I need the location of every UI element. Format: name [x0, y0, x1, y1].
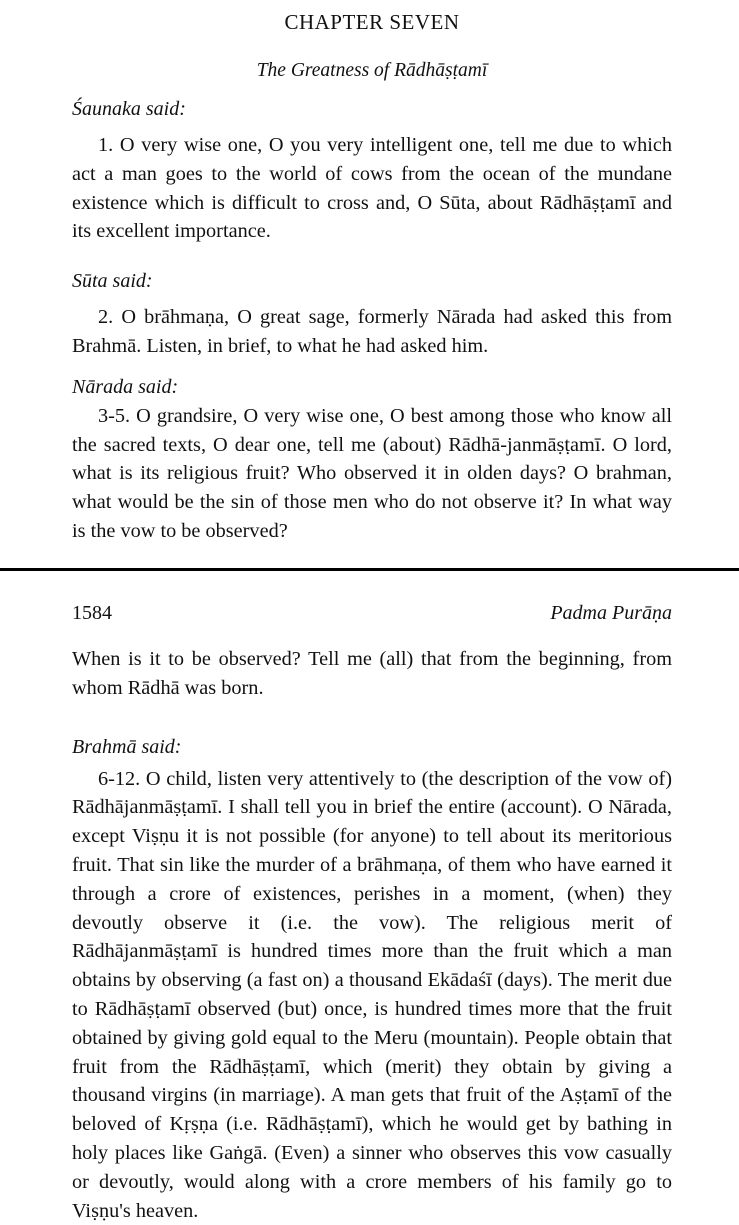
chapter-title: CHAPTER SEVEN: [284, 10, 460, 34]
speaker-saunaka: Śaunaka said:: [72, 98, 186, 120]
running-title: Padma Purāṇa: [550, 602, 672, 624]
page-number: 1584: [72, 602, 112, 624]
lower-book-page: [0, 573, 739, 1222]
continuation-paragraph: When is it to be observed? Tell me (all) that from the beginning, from whom Rādhā was born.: [72, 648, 672, 699]
upper-book-page: [0, 0, 739, 568]
verse-6-12: 6-12. O child, listen very attentively to (the description of the vow of) Rādhājanmāṣṭamī. I shall tell you in brief the entire (account). O Nārada, except Viṣṇu it is not possible (for anyone) to tell about its meritorious fruit. That sin like the murder of a brāhmaṇa, of them who have earned it through a crore of existences, perishes in a moment, (when) they devoutly observe it (i.e. the vow). The religious merit of Rādhājanmāṣṭamī is hundred times more than the fruit which a man obtains by observing (a fast on) a thousand Ekādaśī (days). The merit due to Rādhāṣṭamī observed (but) once, is hundred times more that the fruit obtained by giving gold equal to the Meru (mountain). People obtain that fruit from the Rādhāṣṭamī, which (merit) they obtain by giving a thousand virgins (in marriage). A man gets that fruit of the Aṣṭamī of the beloved of Kṛṣṇa (i.e. Rādhāṣṭamī), which he would get by bathing in holy places like Gaṅgā. (Even) a sinner who observes this vow casually or devoutly, would along with a crore members of his family go to Viṣṇu's heaven.: [72, 767, 672, 1222]
speaker-narada: Nārada said:: [72, 375, 179, 398]
speaker-brahma: Brahmā said:: [72, 735, 182, 758]
chapter-subtitle: The Greatness of Rādhāṣṭamī: [256, 60, 488, 81]
running-head: [72, 599, 672, 627]
verse-1: 1. O very wise one, O you very intelligent one, tell me due to which act a man goes to the world of cows from the ocean of the mundane existence which is difficult to cross and, O Sūta, about Rādhāṣṭamī and its excellent importance.: [72, 134, 672, 243]
page-divider: [0, 568, 739, 571]
speaker-suta: Sūta said:: [72, 270, 153, 293]
verse-3-5: 3-5. O grandsire, O very wise one, O best among those who know all the sacred texts, O dear one, tell me (about) Rādhā-janmāṣṭamī. O lord, what is its religious fruit? Who observed it in olden days? O brahman, what would be the sin of those men who do not observe it? In what way is the vow to be observed?: [72, 404, 672, 542]
verse-2: 2. O brāhmaṇa, O great sage, formerly Nārada had asked this from Brahmā. Listen, in brief, to what he had asked him.: [72, 306, 672, 357]
